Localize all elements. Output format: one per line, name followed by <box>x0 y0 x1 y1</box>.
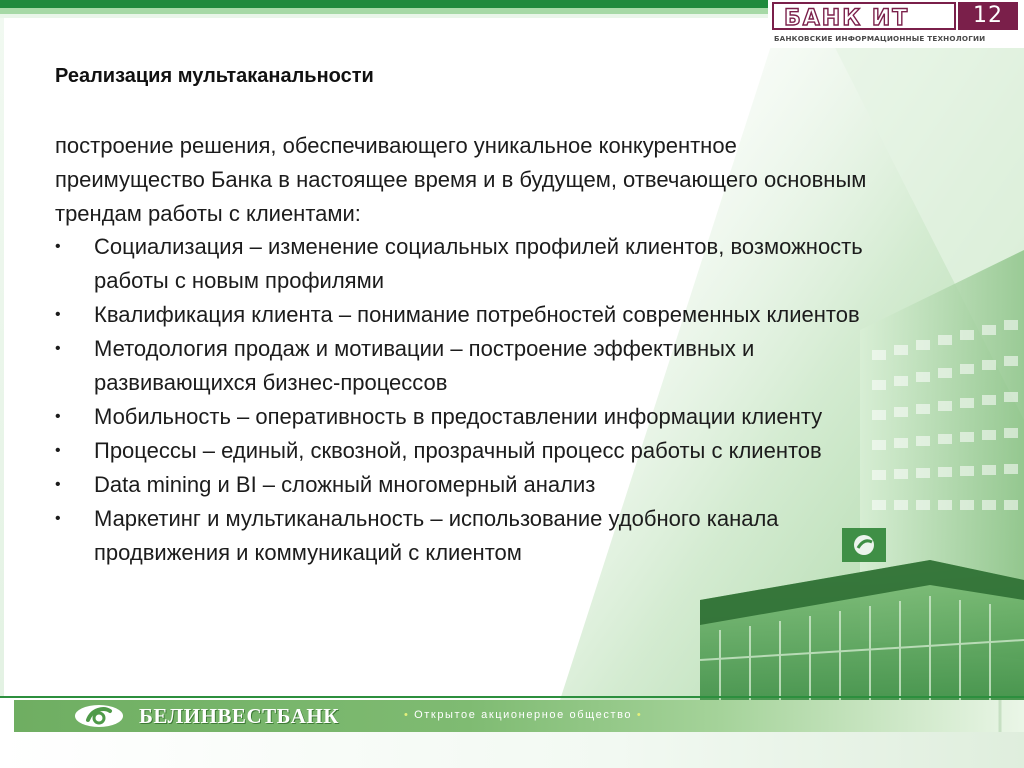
bullet-icon: • <box>55 340 61 357</box>
bank-it-logo-brand: БАНК ИТ <box>784 6 910 31</box>
bullet-icon: • <box>55 510 61 527</box>
list-item <box>55 434 915 468</box>
list-item <box>55 400 915 434</box>
list-item-text: Методология продаж и мотивации – построение эффективных и развивающихся бизнес-процессов <box>94 336 755 395</box>
list-item-text: Социализация – изменение социальных профилей клиентов, возможность работы с новым профилями <box>94 234 863 293</box>
slide-title: Реализация мультаканальности <box>55 65 374 87</box>
footer-separator-left: • <box>404 709 410 721</box>
list-item-text: Процессы – единый, сквозной, прозрачный процесс работы с клиентов <box>94 438 822 463</box>
list-item <box>55 230 915 298</box>
list-item-text: Квалификация клиента – понимание потребностей современных клиентов <box>94 302 860 327</box>
left-decor-strip <box>0 18 4 698</box>
bullet-icon: • <box>55 476 61 493</box>
footer-banner <box>14 700 1024 732</box>
list-item <box>55 332 915 400</box>
list-item-text: Мобильность – оперативность в предоставлении информации клиенту <box>94 404 823 429</box>
list-item <box>55 502 915 570</box>
bank-it-logo-number: 12 <box>958 2 1018 30</box>
bullet-icon: • <box>55 306 61 323</box>
list-item-text: Data mining и BI – сложный многомерный анализ <box>94 472 596 497</box>
bullet-icon: • <box>55 238 61 255</box>
footer-rule <box>0 696 1024 698</box>
footer-bank-name: БЕЛИНВЕСТБАНК <box>139 704 339 728</box>
bank-it-logo <box>768 0 1024 48</box>
bank-it-logo-subtitle: БАНКОВСКИЕ ИНФОРМАЦИОННЫЕ ТЕХНОЛОГИИ <box>774 34 986 43</box>
belinvestbank-logo-icon <box>72 703 126 729</box>
footer-separator-right: • <box>636 709 643 721</box>
list-item <box>55 468 915 502</box>
bullet-icon: • <box>55 408 61 425</box>
bullet-list <box>55 230 915 570</box>
bullet-icon: • <box>55 442 61 459</box>
list-item-text: Маркетинг и мультиканальность – использование удобного канала продвижения и коммуникаций с клиентом <box>94 506 779 565</box>
bank-it-logo-box <box>772 2 956 30</box>
footer-org-type <box>404 709 642 721</box>
footer-org-type-text: Открытое акционерное общество <box>414 709 633 721</box>
slide-intro: построение решения, обеспечивающего уникальное конкурентное преимущество Банка в настоящее время и в будущем, отвечающего основным трендам работы с клиентами: <box>55 133 867 226</box>
footer-bottom-band <box>0 732 1024 768</box>
list-item <box>55 298 915 332</box>
